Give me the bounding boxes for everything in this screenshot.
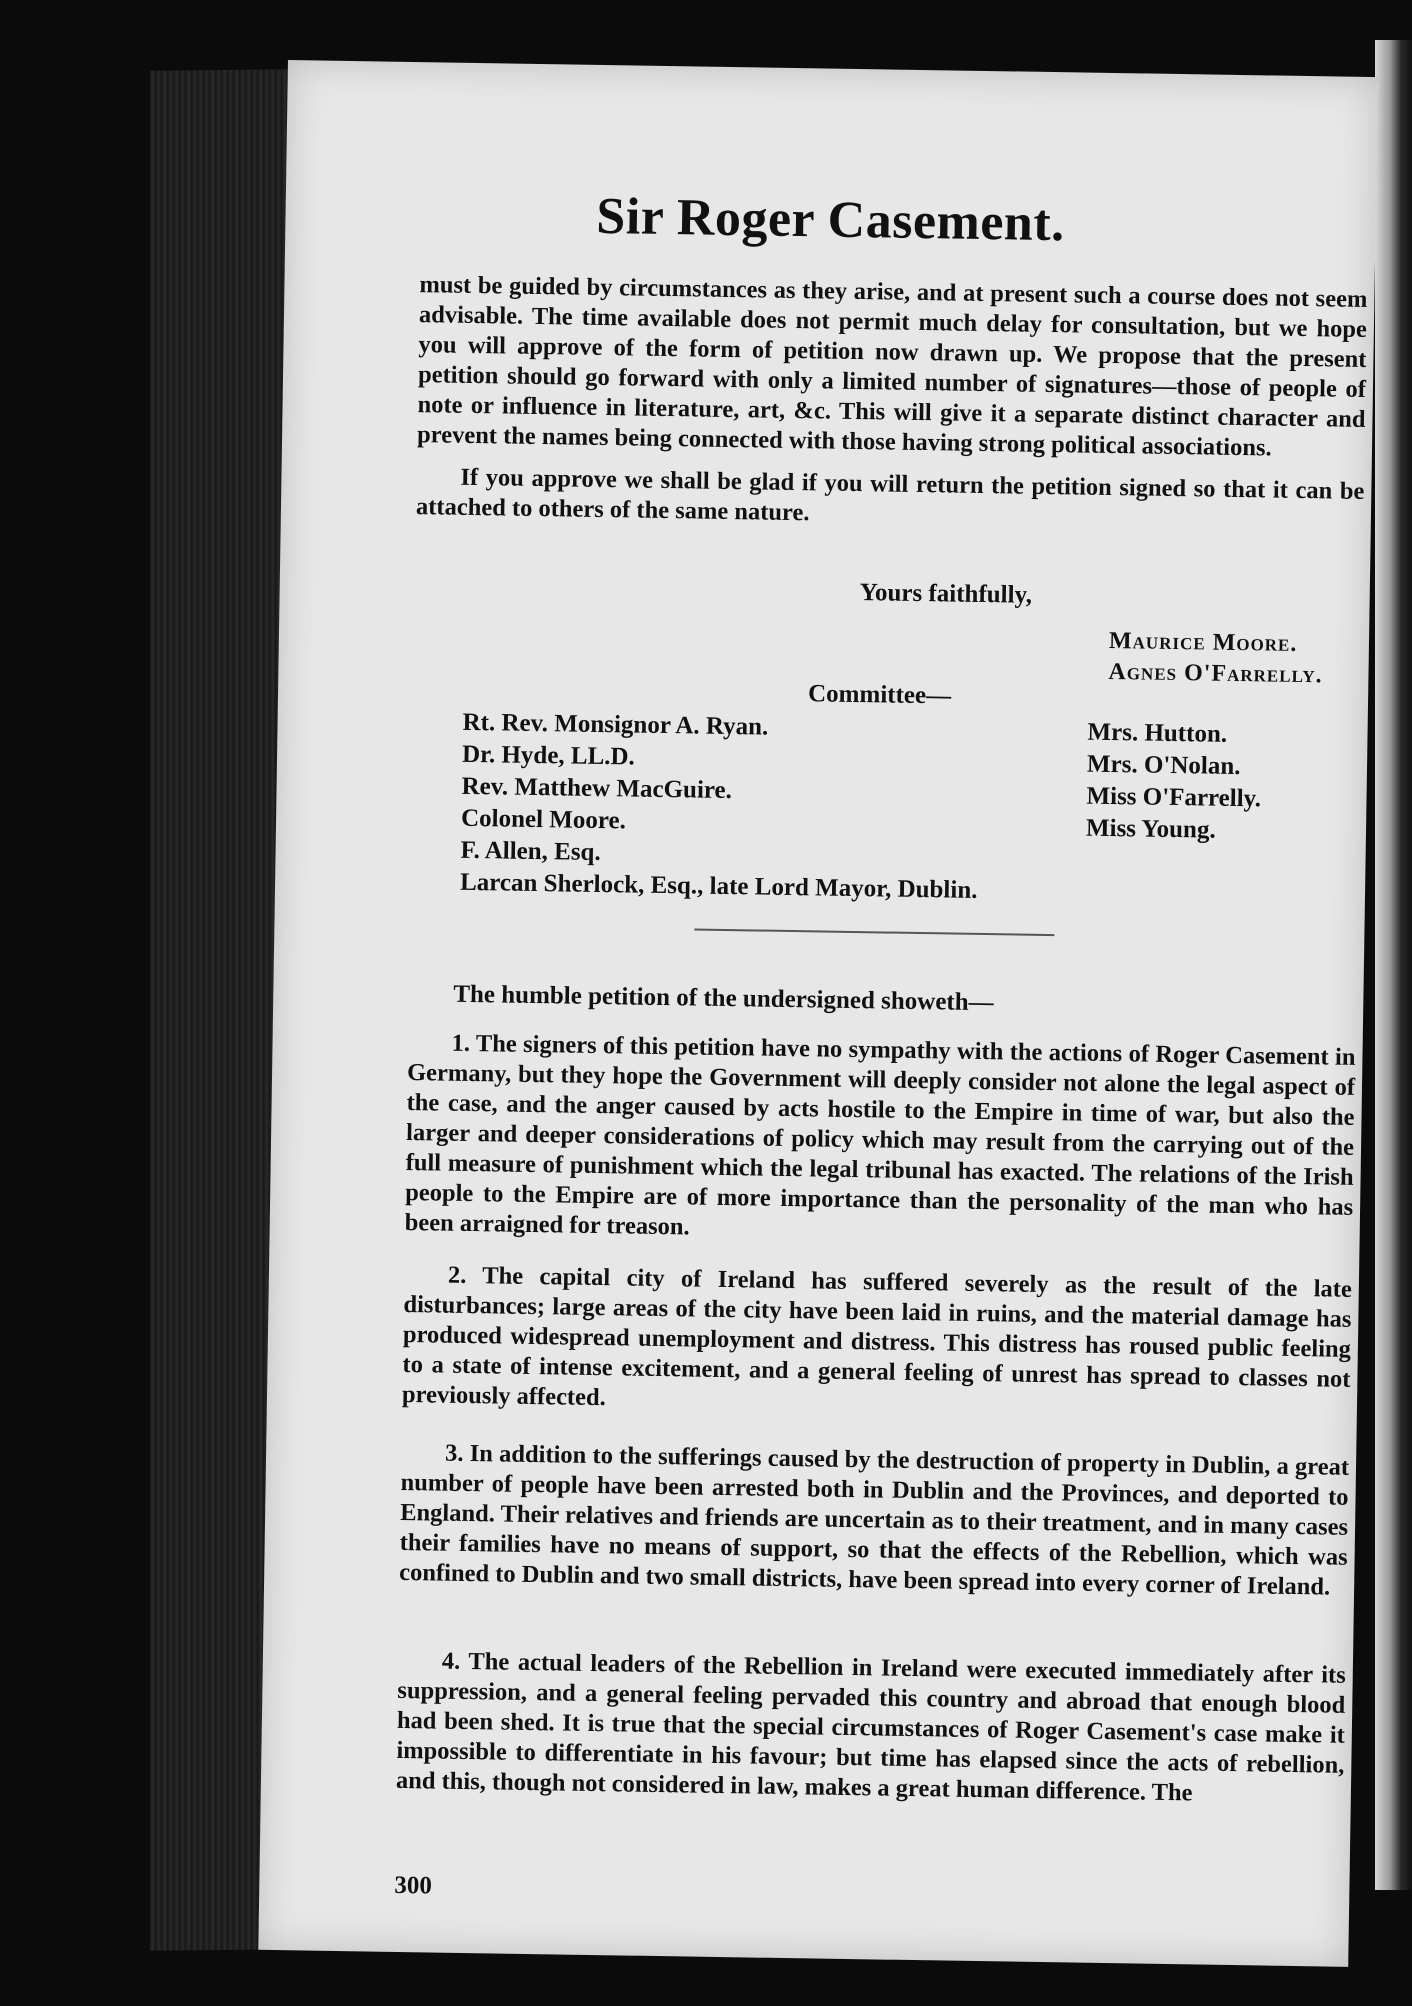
book-page — [258, 60, 1378, 1967]
committee-member: Miss Young. — [1085, 814, 1216, 844]
committee-member: Mrs. O'Nolan. — [1086, 750, 1241, 781]
committee-member: Dr. Hyde, LL.D. — [461, 740, 636, 771]
facing-page-edge — [1375, 40, 1412, 1890]
page-number: 300 — [394, 1871, 433, 1900]
committee-member: F. Allen, Esq. — [460, 836, 601, 867]
petition-item-2: 2. The capital city of Ireland has suffered severely as the result of the late disturbances; large areas of the city have been laid in ruins, and the material damage has produced widespread unemployment and distress. This distress has roused public feeling to a state of intense excitement, and a general feeling of unrest has spread to classes not previously affected. — [401, 1261, 1353, 1412]
petition-heading: The humble petition of the undersigned showeth— — [453, 980, 994, 1017]
committee-member: Mrs. Hutton. — [1087, 718, 1228, 748]
petition-item-3: 3. In addition to the sufferings caused by the destruction of property in Dublin, a great number of people have been arrested both in Dublin and the Provinces, and deported to England. Their relatives and friends are uncertain as to their treatment, and in many cases their families have no means of support, so that the effects of the Rebellion, which was confined to Dublin and two small districts, have been spread into every corner of Ireland. — [399, 1439, 1350, 1601]
committee-heading: Committee— — [807, 680, 952, 710]
petition-item-1: 1. The signers of this petition have no sympathy with the actions of Roger Casement in Germany, but they hope the Government will deeply consider not alone the legal aspect of the case, and the anger caused by acts hostile to the Empire in time of war, but also the larger and deeper considerations of policy which may result from the carrying out of the full measure of punishment which the legal tribunal has exacted. The relations of the Irish people to the Empire are of more importance than the personality of the man who has been arraigned for treason. — [404, 1029, 1356, 1241]
petition-item-4: 4. The actual leaders of the Rebellion in Ireland were executed immediately after its suppression, and a general feeling pervaded this country and abroad that enough blood had been shed. It is true that the special circumstances of Roger Casement's case make it impossible to differentiate in his favour; but time has elapsed since the acts of rebellion, and this, though not considered in law, makes a great human difference. The — [395, 1647, 1346, 1807]
committee-member: Rt. Rev. Monsignor A. Ryan. — [462, 708, 769, 741]
committee-member: Colonel Moore. — [460, 804, 627, 835]
letter-paragraph-2: If you approve we shall be glad if you will return the petition signed so that it can be attached to others of the same nature. — [415, 463, 1365, 527]
committee-member: Rev. Matthew MacGuire. — [461, 772, 733, 805]
letter-closing: Yours faithfully, — [859, 579, 1033, 609]
signatory: Maurice Moore. — [1108, 627, 1298, 657]
signatory: Agnes O'Farrelly. — [1108, 658, 1323, 689]
page-title: Sir Roger Casement. — [595, 187, 1066, 253]
letter-paragraph-1: must be guided by circumstances as they arise, and at present such a course does not seem advisable. The time available does not permit much delay for consultation, but we hope you will approve of the form of petition now drawn up. We propose that the present petition should go forward with only a limited number of signatures—those of people of note or influence in literature, art, &c. This will give it a separate distinct character and prevent the names being connected with those having strong political associations. — [416, 271, 1368, 462]
committee-member: Miss O'Farrelly. — [1086, 782, 1262, 813]
committee-member: Larcan Sherlock, Esq., late Lord Mayor, Dublin. — [459, 868, 978, 904]
committee-right-list — [1086, 717, 1263, 848]
section-divider — [694, 928, 1054, 936]
committee-left-list — [460, 707, 980, 907]
